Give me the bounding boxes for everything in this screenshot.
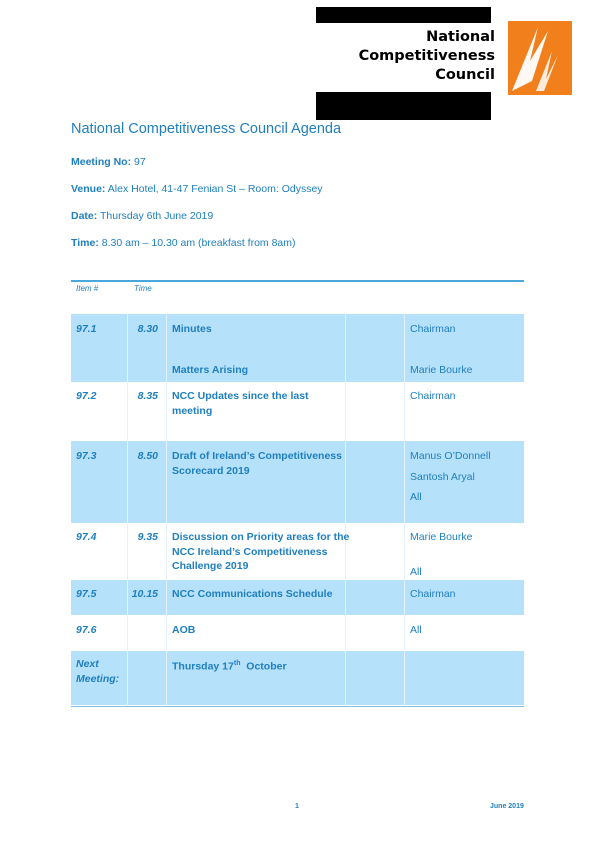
row-97-2-owner: Chairman <box>410 390 456 402</box>
row-97-3-owner-3: All <box>410 491 422 503</box>
header-item: Item # <box>76 284 99 293</box>
page-number: 1 <box>295 803 299 810</box>
col-separator-2 <box>166 314 167 706</box>
row-97-1-topic: Minutes <box>172 323 212 335</box>
meeting-date: Date: Thursday 6th June 2019 <box>71 210 214 222</box>
meeting-time: Time: 8.30 am – 10.30 am (breakfast from 8am) <box>71 237 296 249</box>
row-97-6-item: 97.6 <box>76 624 97 636</box>
row-97-5-topic: NCC Communications Schedule <box>172 588 333 600</box>
row-97-2-time: 8.35 <box>137 390 158 402</box>
row-97-6-owner: All <box>410 624 422 636</box>
row-97-3-owner-2: Santosh Aryal <box>410 471 475 483</box>
row-97-6-topic: AOB <box>172 624 196 636</box>
row-matters-arising-owner: Marie Bourke <box>410 364 473 376</box>
row-97-4-owner-2: All <box>410 566 422 578</box>
row-97-4-owner-1: Marie Bourke <box>410 531 473 543</box>
row-97-3-owner-1: Manus O’Donnell <box>410 450 491 462</box>
row-97-5-owner: Chairman <box>410 588 456 600</box>
logo-top-bar <box>316 7 491 23</box>
logo-line-2: Competitiveness <box>358 48 495 64</box>
ncc-logo-icon <box>508 21 572 95</box>
page-title: National Competitiveness Council Agenda <box>71 121 342 137</box>
col-separator-4 <box>404 314 405 706</box>
row-97-2-topic: NCC Updates since the last meeting <box>172 390 309 417</box>
row-97-5-item: 97.5 <box>76 588 97 600</box>
row-97-4-item: 97.4 <box>76 531 97 543</box>
col-separator-1 <box>127 314 128 706</box>
row-97-1-owner: Chairman <box>410 323 456 335</box>
row-97-3-time: 8.50 <box>137 450 158 462</box>
logo-line-3: Council <box>435 67 495 83</box>
row-97-3-topic: Draft of Ireland’s Competitiveness Scorecard 2019 <box>172 450 342 477</box>
footer-date: June 2019 <box>490 803 524 810</box>
logo-bottom-bar <box>316 92 491 120</box>
row-97-2-item: 97.2 <box>76 390 97 402</box>
row-97-5-time: 10.15 <box>131 588 158 600</box>
row-97-3-item: 97.3 <box>76 450 97 462</box>
table-top-rule <box>71 280 524 282</box>
row-97-4-time: 9.35 <box>137 531 158 543</box>
row-97-1-time: 8.30 <box>137 323 158 335</box>
logo-line-1: National <box>426 29 495 45</box>
row-matters-arising-topic: Matters Arising <box>172 364 249 376</box>
table-bottom-rule <box>71 706 524 707</box>
next-meeting-label: Next Meeting: <box>76 658 120 685</box>
row-97-1-item: 97.1 <box>76 323 97 335</box>
row-97-4-topic: Discussion on Priority areas for the NCC Ireland’s Competitiveness Challenge 2019 <box>172 531 350 572</box>
header-time: Time <box>134 284 152 293</box>
meeting-venue: Venue: Alex Hotel, 41-47 Fenian St – Room: Odyssey <box>71 183 323 195</box>
meeting-number: Meeting No: 97 <box>71 156 146 168</box>
next-meeting-date: Thursday 17th October <box>172 660 287 673</box>
logo-wordmark <box>359 28 495 85</box>
